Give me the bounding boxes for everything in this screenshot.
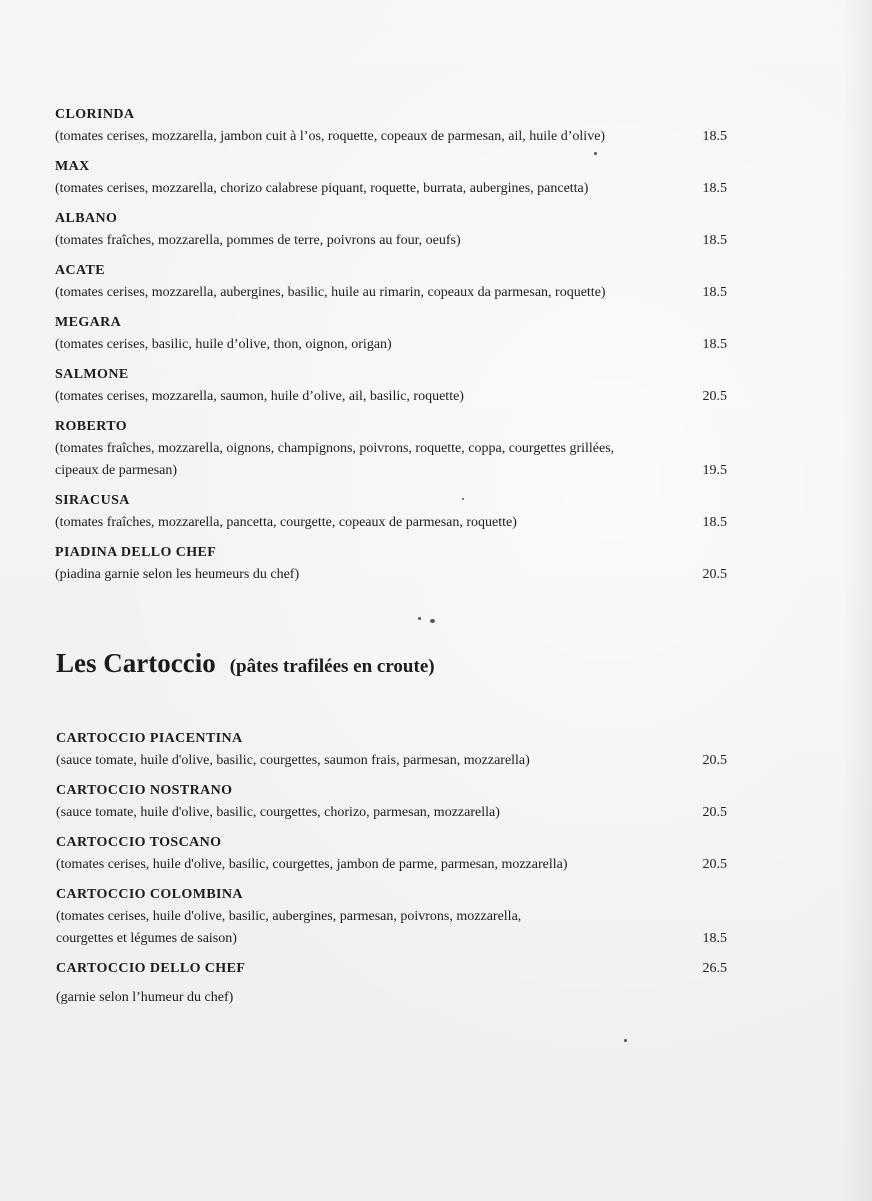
item-name: CARTOCCIO DELLO CHEF [56,961,246,976]
item-description: (piadina garnie selon les heumeurs du chef) [55,567,300,582]
menu-item [55,542,735,594]
paper-speck [430,619,435,623]
item-price: 18.5 [702,129,727,144]
item-name: SALMONE [55,367,129,382]
paper-speck [418,617,421,620]
item-price: 20.5 [702,389,727,404]
item-name: ALBANO [55,211,118,226]
item-description: (garnie selon l’humeur du chef) [56,990,234,1005]
item-name: CARTOCCIO NOSTRANO [56,783,233,798]
menu-item [56,958,735,980]
item-description: (tomates cerises, mozzarella, jambon cuit à l’os, roquette, copeaux de parmesan, ail, huile d’olive) [55,129,606,144]
menu-item [55,104,735,156]
menu-item [55,208,735,260]
cartoccio-list [56,728,735,980]
section-heading [56,648,435,679]
item-price: 18.5 [702,233,727,248]
section-title: Les Cartoccio [56,648,216,678]
item-description: (sauce tomate, huile d'olive, basilic, courgettes, chorizo, parmesan, mozzarella) [56,805,500,820]
paper-speck [594,152,597,155]
item-price: 26.5 [702,961,727,976]
menu-item [55,490,735,542]
item-price: 20.5 [702,805,727,820]
item-description: (tomates cerises, huile d'olive, basilic, courgettes, jambon de parme, parmesan, mozzarella) [56,857,568,872]
menu-item [56,780,735,832]
pizza-list [55,104,735,594]
item-description: (tomates fraîches, mozzarella, pancetta, courgette, copeaux de parmesan, roquette) [55,515,517,530]
item-name: MEGARA [55,315,122,330]
item-description: (tomates cerises, basilic, huile d’olive, thon, oignon, origan) [55,337,392,352]
menu-item [55,364,735,416]
menu-item [56,884,735,958]
item-description-line: (tomates fraîches, mozzarella, oignons, champignons, poivrons, roquette, coppa, courgettes grillées, [55,441,615,456]
menu-item [55,312,735,364]
item-name: CARTOCCIO PIACENTINA [56,731,243,746]
item-description: (sauce tomate, huile d'olive, basilic, courgettes, saumon frais, parmesan, mozzarella) [56,753,530,768]
item-price: 18.5 [702,181,727,196]
menu-item [56,832,735,884]
item-price: 18.5 [702,285,727,300]
item-price: 20.5 [702,857,727,872]
item-price: 19.5 [702,463,727,478]
item-description: (tomates cerises, mozzarella, chorizo calabrese piquant, roquette, burrata, aubergines, pancetta) [55,181,589,196]
item-name: PIADINA DELLO CHEF [55,545,217,560]
item-name: CLORINDA [55,107,135,122]
item-price: 18.5 [702,515,727,530]
item-description: (tomates cerises, mozzarella, saumon, huile d’olive, ail, basilic, roquette) [55,389,464,404]
item-name: SIRACUSA [55,493,130,508]
item-price: 18.5 [702,337,727,352]
item-description-line: (tomates cerises, huile d'olive, basilic, aubergines, parmesan, poivrons, mozzarella, [56,909,522,924]
menu-item [55,156,735,208]
item-description: (tomates fraîches, mozzarella, pommes de terre, poivrons au four, oeufs) [55,233,461,248]
menu-item [56,728,735,780]
item-name: ROBERTO [55,419,128,434]
item-description: (tomates cerises, mozzarella, aubergines, basilic, huile au rimarin, copeaux da parmesan, roquette) [55,285,606,300]
item-name: CARTOCCIO TOSCANO [56,835,222,850]
item-name: MAX [55,159,90,174]
menu-item [55,260,735,312]
paper-speck [462,498,464,500]
item-price: 20.5 [702,753,727,768]
item-name: CARTOCCIO COLOMBINA [56,887,243,902]
section-subtitle: (pâtes trafilées en croute) [229,656,435,677]
item-name: ACATE [55,263,105,278]
page-edge-shadow [842,0,872,1201]
item-description-line: courgettes et légumes de saison) [56,931,237,946]
item-description-line: cipeaux de parmesan) [55,463,178,478]
item-price: 20.5 [702,567,727,582]
menu-item [55,416,735,490]
paper-speck [624,1039,627,1042]
item-price: 18.5 [702,931,727,946]
